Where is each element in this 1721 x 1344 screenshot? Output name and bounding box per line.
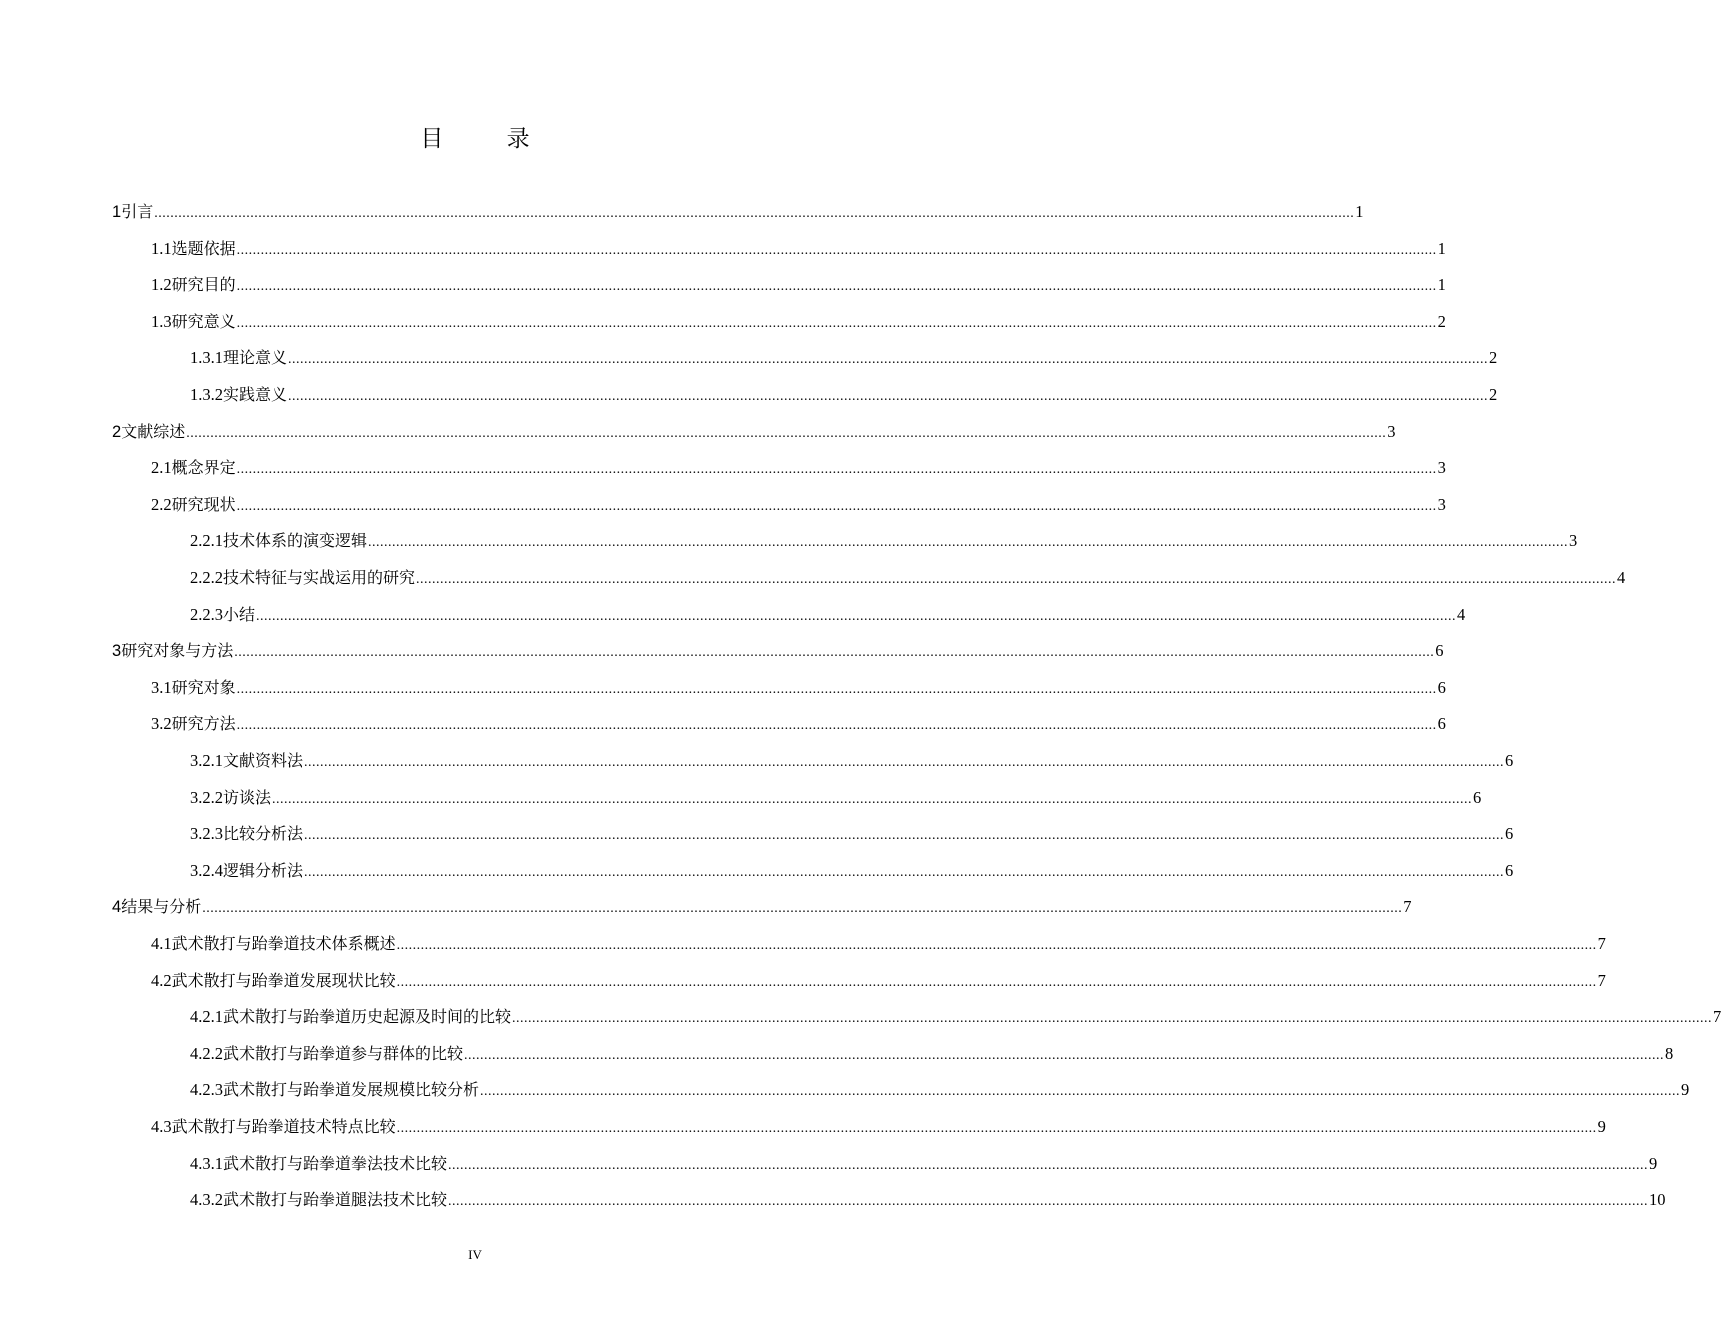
toc-dot-leader: ............................................................................................................................................................................................................................................................................................................: [236, 462, 1437, 478]
toc-entry-label: 实践意义: [223, 385, 288, 404]
toc-entry-page-number: 7: [1597, 970, 1606, 990]
toc-entry-number: 1.1: [151, 238, 172, 258]
toc-dot-leader: ............................................................................................................................................................................................................................................................................................................: [236, 315, 1437, 331]
toc-entry-label: 研究对象: [171, 677, 236, 697]
toc-entry[interactable]: [112, 198, 1364, 226]
toc-entry-label: 逻辑分析法: [223, 860, 304, 880]
toc-entry-page-number: 6: [1505, 824, 1514, 844]
toc-entry-label: 武术散打与跆拳道拳法技术比较: [223, 1153, 448, 1173]
toc-entry[interactable]: [151, 271, 1446, 299]
toc-entry[interactable]: [190, 1040, 1674, 1068]
toc-entry[interactable]: [190, 1150, 1658, 1178]
toc-entry-number: 2.2: [151, 494, 172, 514]
toc-entry-label: 技术特征与实战运用的研究: [223, 568, 416, 587]
toc-entry-number: 4.3.1: [190, 1153, 223, 1173]
toc-entry-number: 3.1: [151, 677, 172, 697]
toc-entry-label: 研究目的: [171, 275, 236, 295]
toc-entry-label: 研究现状: [171, 494, 236, 514]
toc-entry[interactable]: [190, 564, 1626, 592]
toc-entry-page-number: 1: [1437, 238, 1446, 258]
toc-entry-number: 1.2: [151, 275, 172, 295]
toc-entry-number: 4.2.1: [190, 1007, 223, 1027]
toc-dot-leader: ............................................................................................................................................................................................................................................................................................................: [256, 608, 1457, 624]
toc-entry-label: 研究方法: [171, 714, 236, 734]
toc-entry-number: 2.2.3: [190, 604, 223, 624]
toc-entry[interactable]: [190, 1003, 1721, 1031]
toc-dot-leader: ............................................................................................................................................................................................................................................................................................................: [272, 791, 1473, 807]
toc-entry[interactable]: [112, 418, 1396, 446]
toc-entry-number: 4.3.2: [190, 1190, 223, 1210]
toc-dot-leader: ............................................................................................................................................................................................................................................................................................................: [236, 279, 1437, 295]
toc-entry-label: 引言: [121, 202, 154, 221]
toc-entry-label: 武术散打与跆拳道参与群体的比较: [223, 1043, 464, 1063]
toc-dot-leader: ............................................................................................................................................................................................................................................................................................................: [154, 206, 1355, 221]
toc-entry[interactable]: [190, 344, 1498, 372]
toc-entry[interactable]: [190, 820, 1514, 848]
toc-entry-page-number: 4: [1457, 604, 1466, 624]
toc-entry[interactable]: [190, 1076, 1690, 1104]
toc-entry-page-number: 1: [1355, 202, 1364, 221]
toc-dot-leader: ............................................................................................................................................................................................................................................................................................................: [396, 938, 1597, 953]
toc-entry-number: 3: [112, 642, 122, 661]
toc-dot-leader: ............................................................................................................................................................................................................................................................................................................: [448, 1157, 1649, 1173]
toc-entry-label: 概念界定: [171, 458, 236, 478]
toc-entry[interactable]: [190, 527, 1578, 555]
toc-entry-number: 2: [112, 422, 122, 441]
toc-dot-leader: ............................................................................................................................................................................................................................................................................................................: [512, 1011, 1713, 1027]
toc-entry-number: 4.2.3: [190, 1080, 223, 1100]
toc-entry-page-number: 8: [1665, 1043, 1674, 1063]
toc-entry-label: 技术体系的演变逻辑: [223, 531, 368, 551]
toc-entry-label: 武术散打与跆拳道技术特点比较: [171, 1117, 396, 1136]
toc-entry-number: 3.2.4: [190, 860, 223, 880]
toc-entry-page-number: 9: [1681, 1080, 1690, 1100]
toc-dot-leader: ............................................................................................................................................................................................................................................................................................................: [234, 645, 1435, 661]
toc-dot-leader: ............................................................................................................................................................................................................................................................................................................: [304, 828, 1505, 844]
toc-title: 目 录: [420, 126, 558, 152]
toc-entry[interactable]: [151, 454, 1446, 482]
toc-entry-page-number: 7: [1713, 1007, 1721, 1027]
toc-entry[interactable]: [151, 491, 1446, 519]
toc-entry[interactable]: [112, 637, 1444, 665]
toc-dot-leader: ............................................................................................................................................................................................................................................................................................................: [368, 535, 1569, 551]
toc-dot-leader: ............................................................................................................................................................................................................................................................................................................: [448, 1194, 1649, 1210]
toc-entry-number: 1.3.2: [190, 385, 223, 404]
toc-entry[interactable]: [190, 1186, 1666, 1214]
toc-entry-label: 研究对象与方法: [121, 641, 234, 661]
toc-entry-number: 4.2.2: [190, 1043, 223, 1063]
toc-entry-label: 文献资料法: [223, 751, 304, 770]
toc-dot-leader: ............................................................................................................................................................................................................................................................................................................: [236, 498, 1437, 514]
toc-entry[interactable]: [151, 235, 1446, 263]
toc-entry-page-number: 6: [1435, 641, 1444, 661]
toc-entry[interactable]: [151, 1113, 1606, 1141]
toc-entry[interactable]: [151, 308, 1446, 336]
toc-entry[interactable]: [190, 784, 1482, 812]
page-number: IV: [468, 1247, 482, 1262]
toc-dot-leader: ............................................................................................................................................................................................................................................................................................................: [464, 1047, 1665, 1063]
toc-dot-leader: ............................................................................................................................................................................................................................................................................................................: [202, 901, 1403, 917]
toc-dot-leader: ............................................................................................................................................................................................................................................................................................................: [480, 1084, 1681, 1100]
toc-entry-page-number: 1: [1437, 275, 1446, 295]
toc-entry-number: 4.1: [151, 934, 172, 953]
toc-entry[interactable]: [151, 967, 1606, 995]
toc-entry-label: 武术散打与跆拳道历史起源及时间的比较: [223, 1007, 512, 1027]
toc-entry-number: 4: [112, 898, 122, 917]
toc-entry-number: 4.2: [151, 970, 172, 990]
toc-entry-page-number: 2: [1489, 348, 1498, 368]
toc-entry-number: 1.3: [151, 311, 172, 331]
toc-dot-leader: ............................................................................................................................................................................................................................................................................................................: [236, 681, 1437, 697]
toc-dot-leader: ............................................................................................................................................................................................................................................................................................................: [304, 755, 1505, 770]
toc-entry-page-number: 6: [1505, 860, 1514, 880]
toc-entry-number: 2.1: [151, 458, 172, 478]
toc-entry[interactable]: [190, 747, 1514, 775]
toc-entry-page-number: 4: [1617, 568, 1626, 587]
toc-entry-page-number: 9: [1649, 1153, 1658, 1173]
toc-entry-label: 结果与分析: [121, 897, 202, 917]
toc-entry[interactable]: [151, 930, 1606, 958]
toc-dot-leader: ............................................................................................................................................................................................................................................................................................................: [236, 718, 1437, 734]
toc-entry-label: 武术散打与跆拳道技术体系概述: [171, 934, 396, 953]
toc-entry[interactable]: [190, 857, 1514, 885]
toc-entry-page-number: 9: [1597, 1117, 1606, 1136]
toc-entry-page-number: 10: [1649, 1190, 1666, 1210]
toc-entry-number: 3.2.1: [190, 751, 223, 770]
toc-entry-number: 2.2.2: [190, 568, 223, 587]
toc-entry-page-number: 7: [1597, 934, 1606, 953]
toc-entry-page-number: 2: [1437, 311, 1446, 331]
toc-entry[interactable]: [151, 674, 1446, 702]
toc-entry-label: 比较分析法: [223, 824, 304, 844]
toc-dot-leader: ............................................................................................................................................................................................................................................................................................................: [236, 242, 1437, 258]
toc-dot-leader: ............................................................................................................................................................................................................................................................................................................: [416, 572, 1617, 587]
toc-entry-number: 3.2.3: [190, 824, 223, 844]
toc-entry[interactable]: [112, 893, 1412, 921]
toc-dot-leader: ............................................................................................................................................................................................................................................................................................................: [288, 389, 1489, 404]
toc-entry-page-number: 6: [1505, 751, 1514, 770]
toc-entry-page-number: 2: [1489, 385, 1498, 404]
toc-entry-page-number: 6: [1437, 677, 1446, 697]
toc-entry[interactable]: [190, 601, 1466, 629]
toc-entry-page-number: 3: [1387, 421, 1396, 441]
toc-entry-label: 研究意义: [171, 311, 236, 331]
toc-entry-page-number: 6: [1473, 787, 1482, 807]
toc-entry-number: 4.3: [151, 1117, 172, 1136]
toc-entry[interactable]: [190, 381, 1498, 409]
toc-entry-label: 文献综述: [121, 421, 186, 441]
toc-entry-label: 武术散打与跆拳道发展现状比较: [171, 970, 396, 990]
toc-dot-leader: ............................................................................................................................................................................................................................................................................................................: [186, 425, 1387, 441]
toc-entry-page-number: 3: [1437, 458, 1446, 478]
toc-dot-leader: ............................................................................................................................................................................................................................................................................................................: [396, 974, 1597, 990]
toc-entry-label: 理论意义: [223, 348, 288, 368]
toc-entry-number: 1: [112, 203, 122, 221]
toc-entry-label: 选题依据: [171, 238, 236, 258]
toc-entry-page-number: 7: [1403, 897, 1412, 917]
toc-dot-leader: ............................................................................................................................................................................................................................................................................................................: [396, 1121, 1597, 1136]
toc-dot-leader: ............................................................................................................................................................................................................................................................................................................: [304, 864, 1505, 880]
toc-entry-page-number: 6: [1437, 714, 1446, 734]
toc-entry-label: 武术散打与跆拳道发展规模比较分析: [223, 1080, 480, 1100]
toc-entry-number: 1.3.1: [190, 348, 223, 368]
toc-entry-label: 访谈法: [223, 787, 272, 807]
toc-entry[interactable]: [151, 710, 1446, 738]
toc-entry-number: 2.2.1: [190, 531, 223, 551]
toc-entry-label: 武术散打与跆拳道腿法技术比较: [223, 1190, 448, 1210]
toc-entry-number: 3.2: [151, 714, 172, 734]
toc-entry-page-number: 3: [1569, 531, 1578, 551]
toc-entry-page-number: 3: [1437, 494, 1446, 514]
toc-entry-number: 3.2.2: [190, 787, 223, 807]
toc-entry-label: 小结: [223, 604, 256, 624]
toc-dot-leader: ............................................................................................................................................................................................................................................................................................................: [288, 352, 1489, 368]
